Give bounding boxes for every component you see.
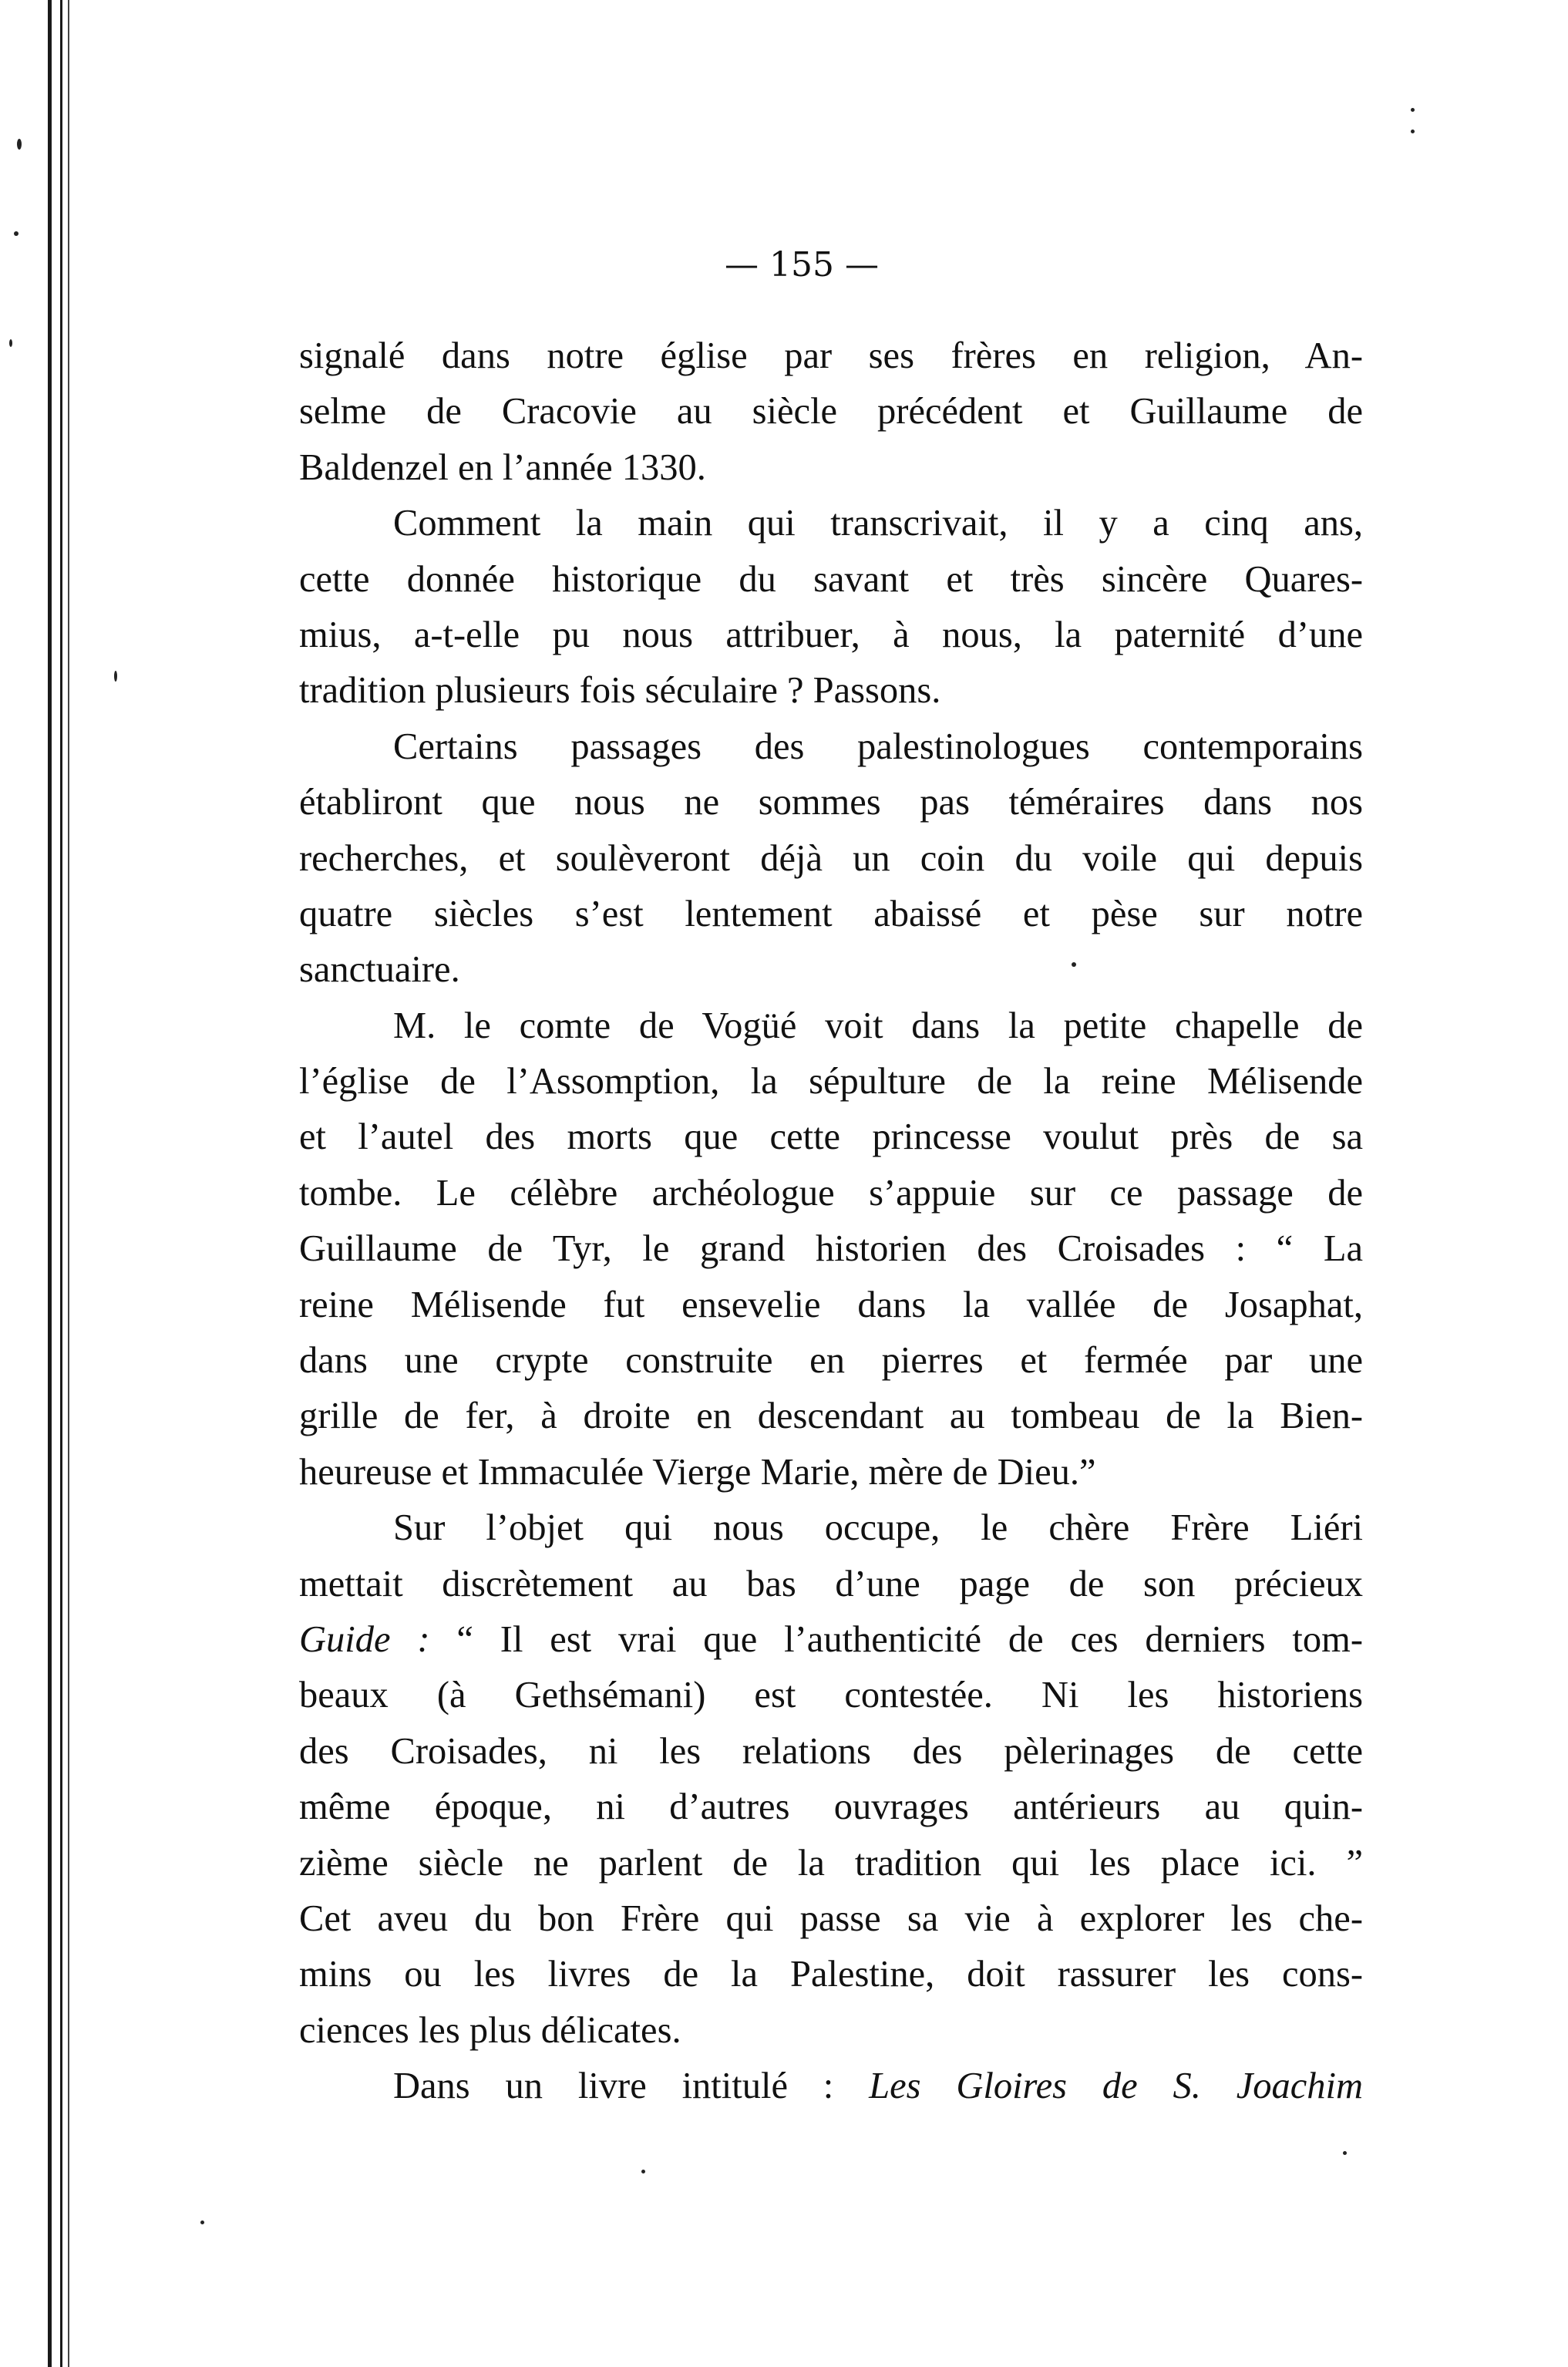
scan-speck (1411, 108, 1415, 112)
text-line: heureuse et Immaculée Vierge Marie, mère de Dieu.” (299, 1451, 1096, 1493)
text-line: établiront que nous ne sommes pas téméraires dans nos (299, 782, 1363, 823)
binding-edge-rule (48, 0, 52, 2367)
scan-speck (200, 2221, 204, 2224)
scan-speck (17, 139, 22, 150)
book-title-gloires: Les Gloires de S. Joachim (869, 2066, 1364, 2107)
text-line: même époque, ni d’autres ouvrages antérieurs au quin- (299, 1786, 1363, 1828)
text-line: Sur l’objet qui nous occupe, le chère Frère Liéri (393, 1507, 1363, 1549)
page-number: — 155 — (725, 245, 879, 285)
text-line: mettait discrètement au bas d’une page de son précieux (299, 1563, 1363, 1604)
text-line: Dans un livre intitulé : Les Gloires de S. Joachim (393, 2066, 1364, 2107)
text-line: tombe. Le célèbre archéologue s’appuie sur ce passage de (299, 1172, 1363, 1214)
text-line: Baldenzel en l’année 1330. (299, 446, 706, 488)
scan-speck (1411, 130, 1415, 133)
text-line: des Croisades, ni les relations des pèlerinages de cette (299, 1730, 1363, 1772)
binding-edge-rule (60, 0, 62, 2367)
text-line: Certains passages des palestinologues contemporains (393, 726, 1363, 767)
scan-speck (641, 2170, 645, 2173)
text-line: selme de Cracovie au siècle précédent et Guillaume de (299, 391, 1363, 433)
text-line: signalé dans notre église par ses frères en religion, An- (299, 335, 1363, 376)
text-line: sanctuaire. (299, 949, 460, 991)
text-line: grille de fer, à droite en descendant au tombeau de la Bien- (299, 1396, 1363, 1437)
text-line: mius, a-t-elle pu nous attribuer, à nous, la paternité d’une (299, 614, 1363, 655)
text-line: Guide : “ Il est vrai que l’authenticité de ces derniers tom- (299, 1618, 1363, 1660)
book-title-guide: Guide : (299, 1618, 430, 1660)
scan-speck (1343, 2151, 1347, 2155)
text-line: beaux (à Gethsémani) est contestée. Ni les historiens (299, 1675, 1363, 1716)
text-line: et l’autel des morts que cette princesse voulut près de sa (299, 1116, 1363, 1158)
text-line: dans une crypte construite en pierres et fermée par une (299, 1340, 1363, 1382)
body-text (299, 328, 1363, 2115)
text-line: ciences les plus délicates. (299, 2009, 681, 2051)
scan-speck (9, 339, 12, 347)
text-line: recherches, et soulèveront déjà un coin du voile qui depuis (299, 837, 1363, 879)
text-line: l’église de l’Assomption, la sépulture de la reine Mélisende (299, 1061, 1363, 1103)
text-line: tradition plusieurs fois séculaire ? Passons. (299, 670, 941, 712)
text-line: Cet aveu du bon Frère qui passe sa vie à explorer les che- (299, 1897, 1363, 1939)
binding-edge-rule (68, 0, 69, 2367)
scan-speck (114, 671, 117, 682)
text-line: zième siècle ne parlent de la tradition qui les place ici. ” (299, 1842, 1363, 1884)
text-line: quatre siècles s’est lentement abaissé et pèse sur notre (299, 893, 1363, 934)
text-line: mins ou les livres de la Palestine, doit rassurer les cons- (299, 1954, 1363, 1995)
text-line: Comment la main qui transcrivait, il y a cinq ans, (393, 503, 1363, 544)
scan-speck (14, 231, 19, 236)
text-line: reine Mélisende fut ensevelie dans la vallée de Josaphat, (299, 1284, 1363, 1325)
text-line: cette donnée historique du savant et très sincère Quares- (299, 558, 1363, 600)
text-line: M. le comte de Vogüé voit dans la petite chapelle de (393, 1005, 1363, 1046)
text-line: Guillaume de Tyr, le grand historien des Croisades : “ La (299, 1228, 1363, 1270)
